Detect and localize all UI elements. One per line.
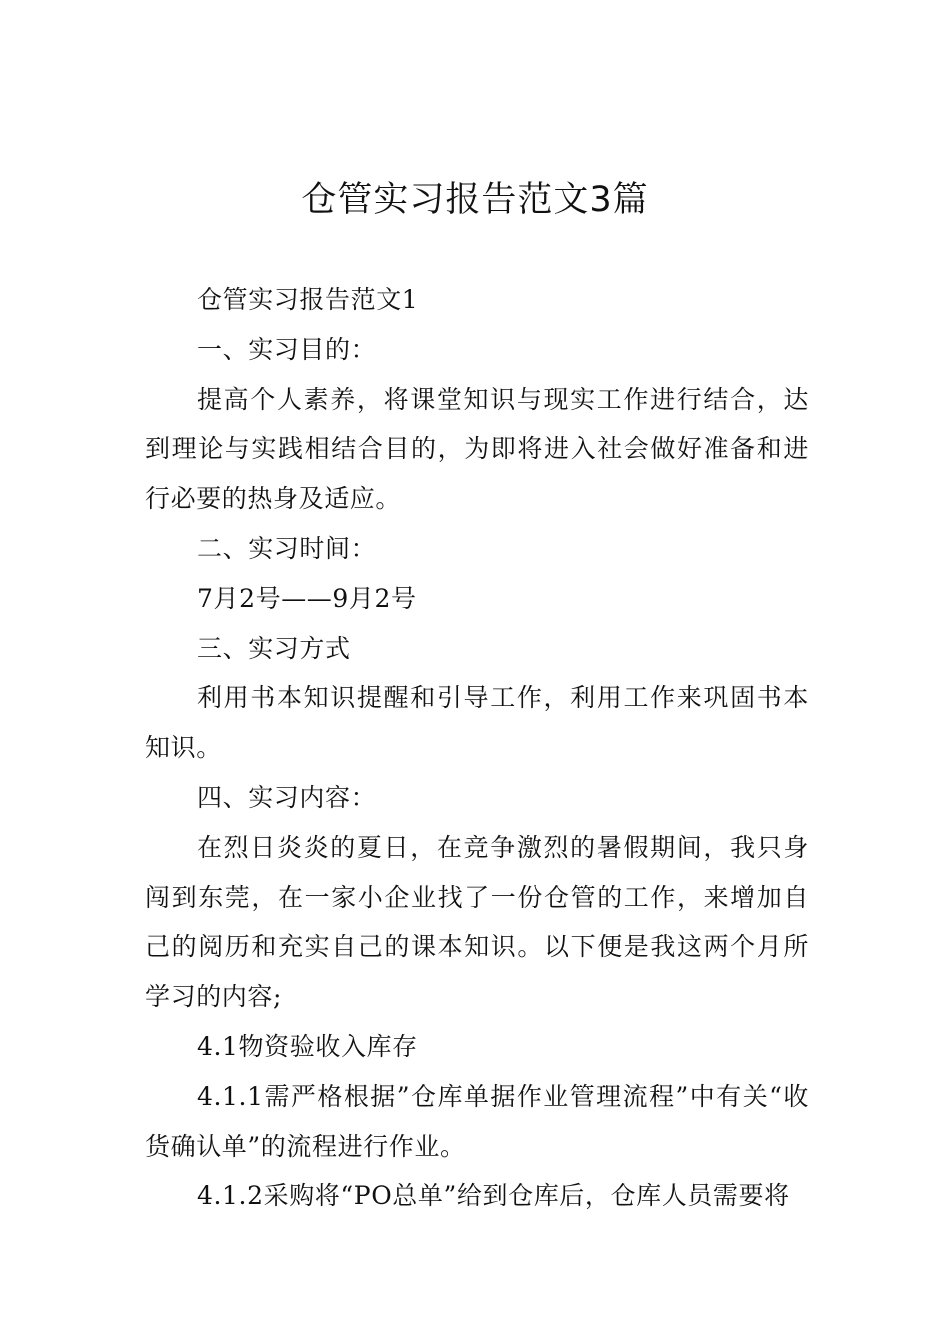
paragraph-section-method: 三、实习方式 — [197, 633, 351, 663]
paragraph-subsection-4-1: 4.1物资验收入库存 — [197, 1031, 418, 1061]
paragraph-item-4-1-2: 4.1.2采购将“PO总单”给到仓库后，仓库人员需要将 — [197, 1181, 790, 1211]
paragraph-content-text: 在烈日炎炎的夏日，在竞争激烈的暑假期间，我只身闯到东莞，在一家小企业找了一份仓管的工作，来增加自己的阅历和充实自己的课本知识。以下便是我这两个月所学习的内容; — [145, 832, 809, 1012]
document-body — [145, 275, 809, 1221]
paragraph-section-content: 四、实习内容： — [197, 782, 377, 812]
paragraph-heading-essay-1: 仓管实习报告范文1 — [197, 285, 419, 314]
paragraph-section-purpose: 一、实习目的： — [197, 334, 377, 364]
document-title: 仓管实习报告范文3篇 — [301, 180, 649, 220]
paragraph-method-text: 利用书本知识提醒和引导工作，利用工作来巩固书本知识。 — [145, 683, 809, 763]
paragraph-item-4-1-1: 4.1.1需严格根据”仓库单据作业管理流程”中有关“收货确认单”的流程进行作业。 — [145, 1081, 809, 1161]
paragraph-time-text: 7月2号——9月2号 — [197, 583, 417, 613]
paragraph-purpose-text: 提高个人素养，将课堂知识与现实工作进行结合，达到理论与实践相结合目的，为即将进入社会做好准备和进行必要的热身及适应。 — [145, 384, 809, 514]
paragraph-section-time: 二、实习时间： — [197, 533, 377, 563]
